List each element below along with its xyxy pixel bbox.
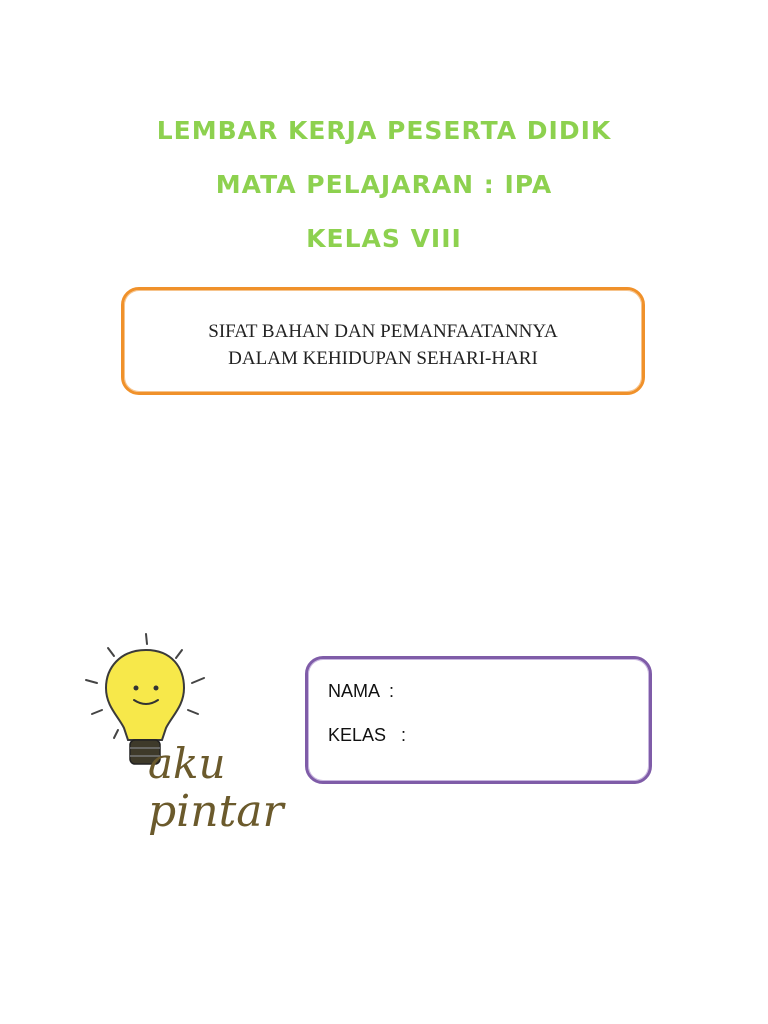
class-field-label: KELAS : — [328, 725, 407, 745]
subject-line: MATA PELAJARAN : IPA — [215, 170, 553, 199]
logo-text-pintar: pintar — [148, 786, 284, 837]
topic-title — [124, 318, 642, 372]
logo-text-aku: aku — [148, 739, 226, 788]
aku-pintar-logo — [78, 628, 310, 848]
student-identity-box — [305, 656, 652, 784]
topic-line-1: SIFAT BAHAN DAN PEMANFAATANNYA — [208, 321, 558, 342]
topic-box — [121, 287, 645, 395]
grade-line: KELAS VIII — [306, 224, 462, 253]
name-field-label: NAMA : — [328, 681, 395, 701]
worksheet-title: LEMBAR KERJA PESERTA DIDIK — [156, 116, 612, 145]
lightbulb-icon — [78, 628, 310, 848]
topic-line-2: DALAM KEHIDUPAN SEHARI-HARI — [228, 348, 538, 369]
